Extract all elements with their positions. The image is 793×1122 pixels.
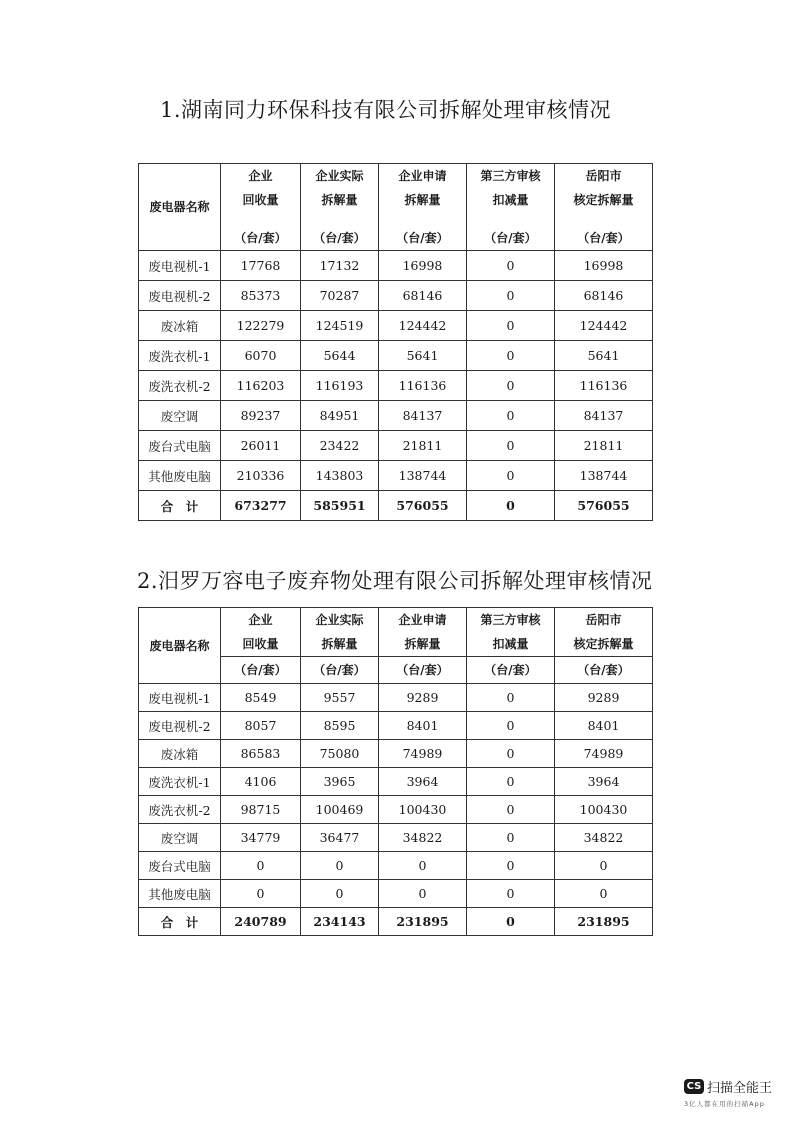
- cell-value: 0: [221, 852, 301, 880]
- cell-value: 74989: [555, 740, 653, 768]
- watermark-name: 扫描全能王: [707, 1081, 773, 1096]
- cell-value: 0: [555, 852, 653, 880]
- cell-value: 5641: [555, 341, 653, 371]
- table-row: [139, 341, 653, 371]
- table-row: [139, 461, 653, 491]
- table-row: [139, 401, 653, 431]
- table-row: [139, 431, 653, 461]
- table-row: [139, 281, 653, 311]
- table-row: [139, 880, 653, 908]
- header-line: 企业申请: [398, 169, 447, 183]
- header-row: [139, 608, 653, 657]
- cell-value: 8401: [555, 712, 653, 740]
- cell-value: 89237: [221, 401, 301, 431]
- table-row: [139, 684, 653, 712]
- cell-value: 124519: [301, 311, 379, 341]
- cell-value: 138744: [555, 461, 653, 491]
- table-row: [139, 311, 653, 341]
- header-unit: （台/套）: [301, 657, 379, 684]
- cell-value: 0: [467, 311, 555, 341]
- cell-value: 124442: [379, 311, 467, 341]
- spacer: [467, 212, 554, 226]
- cell-value: 0: [301, 852, 379, 880]
- appliance-name: 废电视机-2: [139, 281, 221, 311]
- cell-value: 0: [467, 796, 555, 824]
- cell-value: 17768: [221, 251, 301, 281]
- cell-value: 0: [467, 431, 555, 461]
- header-line: 拆解量: [321, 637, 358, 651]
- header-unit: （台/套）: [396, 231, 449, 245]
- appliance-name: 废洗衣机-2: [139, 371, 221, 401]
- cell-value: 116193: [301, 371, 379, 401]
- cell-value: 17132: [301, 251, 379, 281]
- cell-value: 100430: [379, 796, 467, 824]
- cell-value: 138744: [379, 461, 467, 491]
- cell-value: 74989: [379, 740, 467, 768]
- appliance-name: 废空调: [139, 824, 221, 852]
- cell-value: 122279: [221, 311, 301, 341]
- header-unit: （台/套）: [379, 657, 467, 684]
- cell-value: 68146: [379, 281, 467, 311]
- table-row: [139, 251, 653, 281]
- spacer: [555, 212, 652, 226]
- appliance-name: 合 计: [139, 908, 221, 936]
- cell-value: 36477: [301, 824, 379, 852]
- column-header: [221, 164, 301, 251]
- header-line: 企业实际: [315, 613, 364, 627]
- cell-value: 84137: [555, 401, 653, 431]
- section1-table: [138, 163, 653, 521]
- cell-value: 0: [467, 852, 555, 880]
- column-header: [555, 164, 653, 251]
- appliance-name: 废电视机-2: [139, 712, 221, 740]
- table-row: [139, 371, 653, 401]
- cell-value: 70287: [301, 281, 379, 311]
- column-header: [139, 608, 221, 684]
- cell-value: 0: [379, 852, 467, 880]
- column-header: [555, 608, 653, 657]
- cell-value: 0: [467, 401, 555, 431]
- appliance-name: 废台式电脑: [139, 431, 221, 461]
- cell-value: 6070: [221, 341, 301, 371]
- column-header: [301, 608, 379, 657]
- header-unit: （台/套）: [467, 657, 555, 684]
- cell-value: 0: [467, 371, 555, 401]
- cell-value: 8401: [379, 712, 467, 740]
- cell-value: 9289: [555, 684, 653, 712]
- cell-value: 23422: [301, 431, 379, 461]
- header-line: 回收量: [242, 637, 279, 651]
- header-line: 企业申请: [398, 613, 447, 627]
- cell-value: 231895: [555, 908, 653, 936]
- cell-value: 673277: [221, 491, 301, 521]
- header-line: 核定拆解量: [573, 193, 634, 207]
- cell-value: 21811: [555, 431, 653, 461]
- header-line: 企业实际: [315, 169, 364, 183]
- cell-value: 86583: [221, 740, 301, 768]
- header-unit: （台/套）: [234, 231, 287, 245]
- spacer: [379, 212, 466, 226]
- header-unit: （台/套）: [555, 657, 653, 684]
- appliance-name: 其他废电脑: [139, 461, 221, 491]
- cell-value: 85373: [221, 281, 301, 311]
- total-row: [139, 908, 653, 936]
- watermark-tagline: 3亿人都在用的扫描App: [684, 1100, 765, 1108]
- header-line: 回收量: [242, 193, 279, 207]
- header-line: 废电器名称: [149, 638, 210, 653]
- cell-value: 240789: [221, 908, 301, 936]
- cell-value: 0: [467, 768, 555, 796]
- cell-value: 3964: [379, 768, 467, 796]
- cell-value: 9289: [379, 684, 467, 712]
- appliance-name: 废电视机-1: [139, 684, 221, 712]
- cell-value: 34822: [555, 824, 653, 852]
- cell-value: 0: [467, 824, 555, 852]
- cell-value: 84951: [301, 401, 379, 431]
- column-header: [221, 608, 301, 657]
- cell-value: 8595: [301, 712, 379, 740]
- cell-value: 8057: [221, 712, 301, 740]
- cell-value: 0: [555, 880, 653, 908]
- appliance-name: 其他废电脑: [139, 880, 221, 908]
- cell-value: 0: [467, 251, 555, 281]
- cell-value: 0: [379, 880, 467, 908]
- cell-value: 0: [467, 712, 555, 740]
- cell-value: 0: [467, 461, 555, 491]
- header-line: 第三方审核: [480, 613, 541, 627]
- header-line: 废电器名称: [149, 200, 210, 214]
- cell-value: 26011: [221, 431, 301, 461]
- header-line: 拆解量: [404, 193, 441, 207]
- column-header: [139, 164, 221, 251]
- table-row: [139, 824, 653, 852]
- header-line: 核定拆解量: [573, 637, 634, 651]
- header-unit: （台/套）: [313, 231, 366, 245]
- cell-value: 0: [301, 880, 379, 908]
- section2-title: 2.汨罗万容电子废弃物处理有限公司拆解处理审核情况: [137, 569, 653, 593]
- header-unit: （台/套）: [484, 231, 537, 245]
- section1-title: 1.湖南同力环保科技有限公司拆解处理审核情况: [160, 98, 612, 122]
- cell-value: 34822: [379, 824, 467, 852]
- cell-value: 0: [467, 880, 555, 908]
- cell-value: 98715: [221, 796, 301, 824]
- cell-value: 0: [467, 684, 555, 712]
- column-header: [301, 164, 379, 251]
- cell-value: 0: [467, 491, 555, 521]
- table-row: [139, 740, 653, 768]
- spacer: [221, 212, 300, 226]
- appliance-name: 废洗衣机-2: [139, 796, 221, 824]
- cell-value: 576055: [555, 491, 653, 521]
- total-row: [139, 491, 653, 521]
- header-unit: （台/套）: [577, 231, 630, 245]
- header-line: 企业: [248, 613, 273, 627]
- header-line: 扣减量: [492, 637, 529, 651]
- cell-value: 5641: [379, 341, 467, 371]
- header-line: 拆解量: [404, 637, 441, 651]
- header-line: 扣减量: [492, 193, 529, 207]
- column-header: [467, 608, 555, 657]
- cell-value: 68146: [555, 281, 653, 311]
- cell-value: 8549: [221, 684, 301, 712]
- appliance-name: 废冰箱: [139, 311, 221, 341]
- cell-value: 9557: [301, 684, 379, 712]
- column-header: [467, 164, 555, 251]
- cell-value: 3964: [555, 768, 653, 796]
- cell-value: 0: [467, 341, 555, 371]
- cell-value: 234143: [301, 908, 379, 936]
- cell-value: 231895: [379, 908, 467, 936]
- cell-value: 210336: [221, 461, 301, 491]
- table-row: [139, 852, 653, 880]
- header-line: 岳阳市: [585, 169, 622, 183]
- cell-value: 0: [467, 740, 555, 768]
- appliance-name: 废冰箱: [139, 740, 221, 768]
- appliance-name: 废洗衣机-1: [139, 341, 221, 371]
- cell-value: 100430: [555, 796, 653, 824]
- appliance-name: 废洗衣机-1: [139, 768, 221, 796]
- header-line: 拆解量: [321, 193, 358, 207]
- table-row: [139, 712, 653, 740]
- cell-value: 84137: [379, 401, 467, 431]
- header-row: [139, 164, 653, 251]
- column-header: [379, 164, 467, 251]
- cell-value: 21811: [379, 431, 467, 461]
- cell-value: 3965: [301, 768, 379, 796]
- camscanner-logo-icon: CS: [684, 1079, 704, 1094]
- cell-value: 0: [221, 880, 301, 908]
- cell-value: 143803: [301, 461, 379, 491]
- header-line: 第三方审核: [480, 169, 541, 183]
- cell-value: 124442: [555, 311, 653, 341]
- table-row: [139, 768, 653, 796]
- cell-value: 100469: [301, 796, 379, 824]
- cell-value: 34779: [221, 824, 301, 852]
- cell-value: 576055: [379, 491, 467, 521]
- appliance-name: 废空调: [139, 401, 221, 431]
- cell-value: 585951: [301, 491, 379, 521]
- appliance-name: 合 计: [139, 491, 221, 521]
- spacer: [301, 212, 378, 226]
- appliance-name: 废电视机-1: [139, 251, 221, 281]
- cell-value: 16998: [379, 251, 467, 281]
- appliance-name: 废台式电脑: [139, 852, 221, 880]
- cell-value: 116203: [221, 371, 301, 401]
- cell-value: 16998: [555, 251, 653, 281]
- header-line: 岳阳市: [585, 613, 622, 627]
- cell-value: 4106: [221, 768, 301, 796]
- cell-value: 0: [467, 908, 555, 936]
- table-row: [139, 796, 653, 824]
- cell-value: 116136: [555, 371, 653, 401]
- header-unit: （台/套）: [221, 657, 301, 684]
- cell-value: 5644: [301, 341, 379, 371]
- section2-table: [138, 607, 653, 936]
- cell-value: 75080: [301, 740, 379, 768]
- cell-value: 116136: [379, 371, 467, 401]
- scanner-watermark: [684, 1076, 789, 1108]
- column-header: [379, 608, 467, 657]
- header-line: 企业: [248, 169, 273, 183]
- cell-value: 0: [467, 281, 555, 311]
